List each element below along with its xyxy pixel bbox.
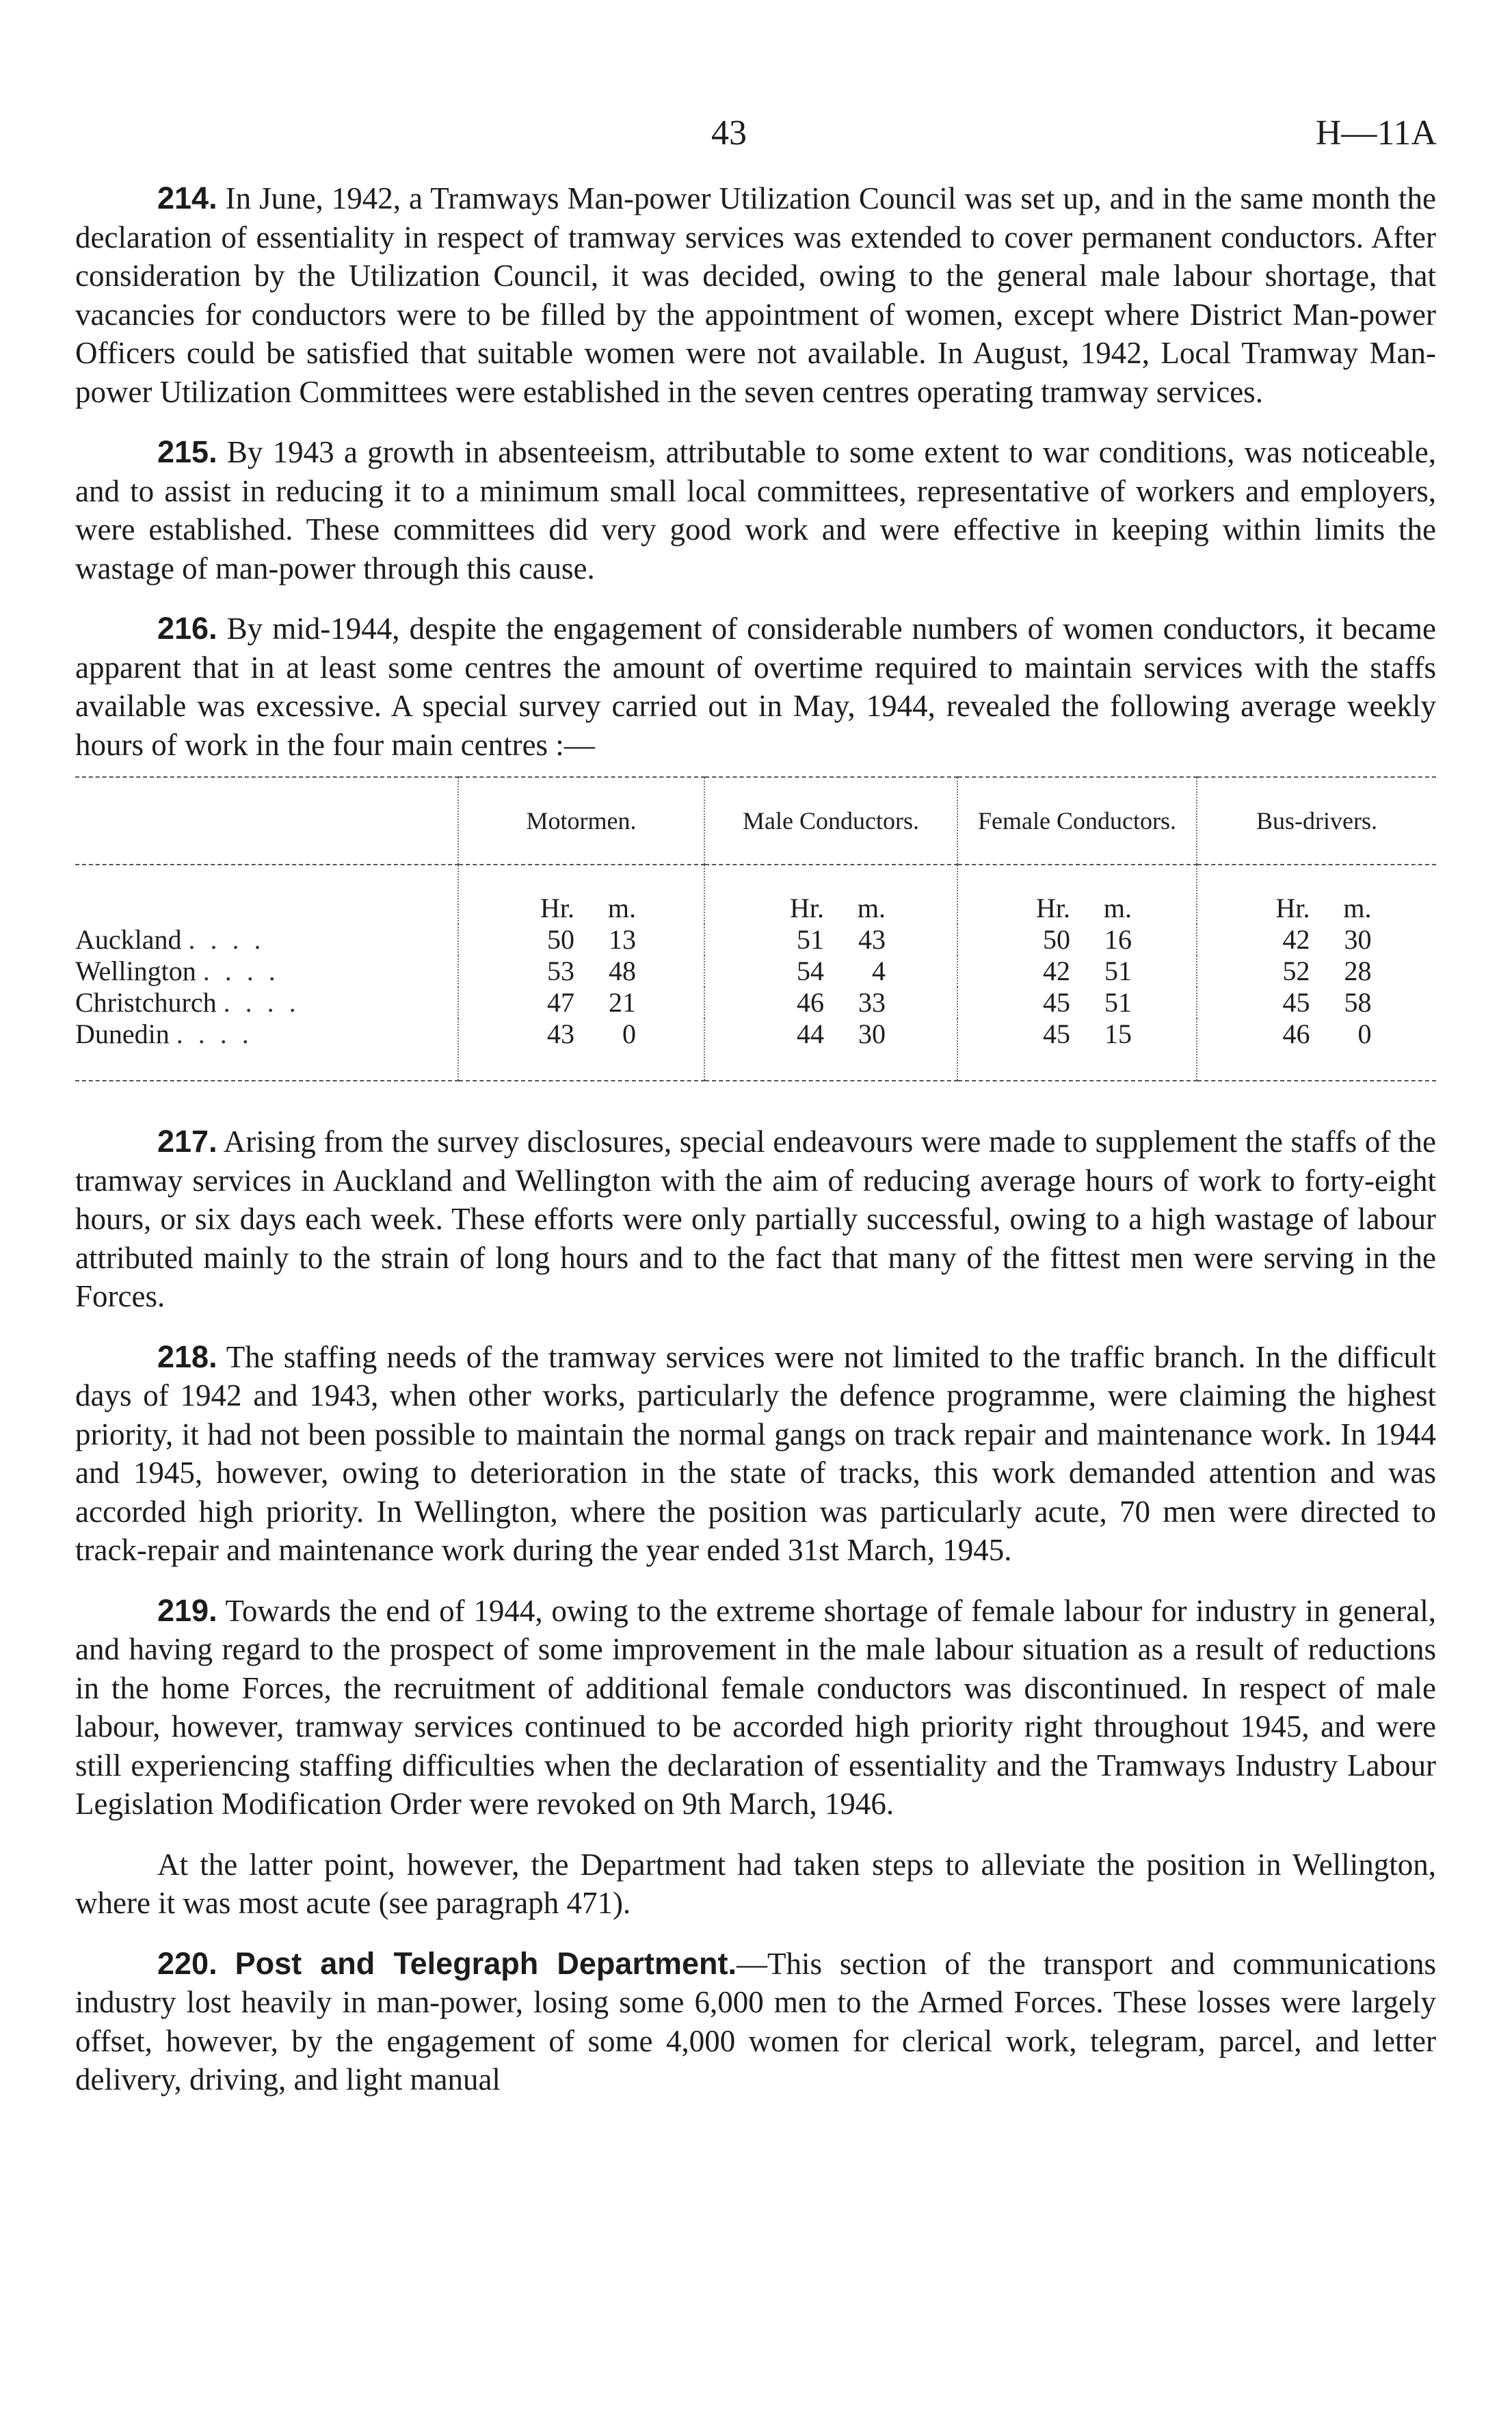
cell-minutes: 58: [1344, 987, 1372, 1018]
cell-hours: 51: [797, 924, 824, 955]
cell-hours: 45: [1043, 987, 1070, 1018]
paragraph-214: [75, 179, 1436, 411]
unit-m: m.: [1103, 893, 1132, 923]
dot-leader: . . . .: [223, 987, 300, 1018]
paragraph-text: Towards the end of 1944, owing to the extreme shortage of female labour for industry in general, and having regard to the prospect of some improvement in the male labour situation as a result of reductions in the home Forces, the recruitment of additional female conductors was discontinued. In respect of male labour, however, tramway services continued to be accorded high priority right throughout 1945, and were still experiencing staffing difficulties when the declaration of essentiality and the Tramways Industry Labour Legislation Modification Order were revoked on 9th March, 1946.: [75, 1593, 1436, 1821]
dot-leader: . . . .: [188, 924, 265, 955]
paragraph-number: 216.: [157, 611, 217, 646]
hours-table-wrapper: [75, 776, 1436, 1081]
cell-hours: 42: [1282, 924, 1310, 955]
cell-hours: 45: [1282, 987, 1310, 1018]
cell-minutes: 13: [609, 924, 636, 955]
paragraph-number: 214.: [157, 181, 217, 215]
table-header-bus-drivers: Bus-drivers.: [1197, 777, 1436, 865]
table-row: [75, 1019, 1436, 1081]
table-header-male-conductors: Male Conductors.: [704, 777, 957, 865]
cell-minutes: 30: [858, 1019, 886, 1049]
cell-minutes: 33: [858, 987, 886, 1018]
table-header-place: [75, 777, 458, 865]
cell-minutes: 28: [1344, 956, 1372, 986]
cell-minutes: 16: [1104, 924, 1132, 955]
table-header-row: [75, 777, 1436, 865]
cell-minutes: 51: [1104, 956, 1132, 986]
paragraph-219-continued: [75, 1845, 1436, 1923]
unit-hr: Hr.: [790, 893, 824, 923]
cell-hours: 45: [1043, 1019, 1070, 1049]
cell-minutes: 4: [872, 956, 886, 986]
body-text: [75, 179, 1436, 2121]
row-place: Christchurch: [75, 987, 217, 1018]
paragraph-220: [75, 1945, 1436, 2099]
paragraph-text: Arising from the survey disclosures, special endeavours were made to supplement the staffs of the tramway services in Auckland and Wellington with the aim of reducing average hours of work to forty-eight hours, or six days each week. These efforts were only partially successful, owing to a high wastage of labour attributed mainly to the strain of long hours and to the fact that many of the fittest men were serving in the Forces.: [75, 1125, 1436, 1313]
paragraph-text: By mid-1944, despite the engagement of considerable numbers of women conductors, it became apparent that in at least some centres the amount of overtime required to maintain services with the staffs available was excessive. A special survey carried out in May, 1944, revealed the following average weekly hours of work in the four main centres :—: [75, 612, 1437, 762]
paragraph-215: [75, 433, 1436, 588]
cell-hours: 50: [1043, 924, 1070, 955]
cell-hours: 43: [547, 1019, 574, 1049]
row-place: Dunedin: [75, 1019, 170, 1049]
cell-minutes: 21: [609, 987, 636, 1018]
cell-minutes: 0: [1357, 1019, 1372, 1049]
paragraph-number: 219.: [157, 1592, 217, 1628]
cell-minutes: 43: [858, 924, 886, 955]
unit-hr: Hr.: [1036, 893, 1070, 923]
row-place: Auckland: [75, 924, 182, 955]
cell-minutes: 15: [1104, 1019, 1132, 1049]
paragraph-number: 220.: [157, 1945, 217, 1981]
paragraph-text: —This section of the transport and communications industry lost heavily in man-power, losing some 6,000 men to the Armed Forces. These losses were largely offset, however, by the engagement of some 4,000 women for clerical work, telegram, parcel, and letter delivery, driving, and light manual: [75, 1946, 1437, 2097]
cell-minutes: 48: [609, 956, 636, 986]
dot-leader: . . . .: [176, 1019, 253, 1049]
dot-leader: . . . .: [202, 956, 280, 986]
table-row: [75, 956, 1436, 987]
hours-table: [75, 776, 1436, 1081]
cell-hours: 47: [547, 987, 574, 1018]
section-heading: Post and Telegraph Department.: [235, 1945, 737, 1981]
paragraph-217: [75, 1122, 1436, 1316]
table-row: [75, 924, 1436, 956]
cell-minutes: 51: [1104, 987, 1132, 1018]
paragraph-text: The staffing needs of the tramway services were not limited to the traffic branch. In the difficult days of 1942 and 1943, when other works, particularly the defence programme, were claiming the highest priority, it had not been possible to maintain the normal gangs on track repair and maintenance work. In 1944 and 1945, however, owing to deterioration in the state of tracks, this work demanded attention and was accorded high priority. In Wellington, where the position was particularly acute, 70 men were directed to track-repair and maintenance work during the year ended 31st March, 1945.: [75, 1339, 1437, 1567]
table-units-row: [75, 865, 1436, 924]
cell-minutes: 0: [622, 1019, 636, 1049]
unit-m: m.: [607, 893, 636, 923]
cell-hours: 42: [1043, 956, 1070, 986]
table-header-female-conductors: Female Conductors.: [957, 777, 1197, 865]
paragraph-text: At the latter point, however, the Department had taken steps to alleviate the position in Wellington, where it was most acute (see paragraph 471).: [75, 1847, 1436, 1920]
page-number: 43: [711, 114, 747, 153]
paragraph-number: 217.: [157, 1124, 217, 1159]
unit-m: m.: [857, 893, 886, 923]
cell-hours: 46: [1282, 1019, 1310, 1049]
cell-minutes: 30: [1344, 924, 1372, 955]
paragraph-219: [75, 1592, 1436, 1824]
cell-hours: 46: [797, 987, 824, 1018]
paragraph-number: 218.: [157, 1339, 217, 1374]
unit-hr: Hr.: [1275, 893, 1310, 923]
cell-hours: 52: [1282, 956, 1310, 986]
paragraph-number: 215.: [157, 434, 217, 469]
row-place: Wellington: [75, 956, 196, 986]
unit-m: m.: [1343, 893, 1372, 923]
unit-hr: Hr.: [540, 893, 574, 923]
cell-hours: 50: [547, 924, 574, 955]
paragraph-218: [75, 1338, 1436, 1570]
cell-hours: 53: [547, 956, 574, 986]
document-reference: H—11A: [1315, 114, 1437, 153]
table-header-motormen: Motormen.: [458, 777, 704, 865]
paragraph-text: In June, 1942, a Tramways Man-power Utilization Council was set up, and in the same month the declaration of essentiality in respect of tramway services was extended to cover permanent conductors. After consideration by the Utilization Council, it was decided, owing to the general male labour shortage, that vacancies for conductors were to be filled by the appointment of women, except where District Man-power Officers could be satisfied that suitable women were not available. In August, 1942, Local Tramway Man-power Utilization Committees were established in the seven centres operating tramway services.: [75, 181, 1436, 409]
cell-hours: 54: [797, 956, 824, 986]
cell-hours: 44: [797, 1019, 824, 1049]
paragraph-216: [75, 609, 1436, 764]
table-row: [75, 987, 1436, 1019]
paragraph-text: By 1943 a growth in absenteeism, attributable to some extent to war conditions, was noticeable, and to assist in reducing it to a minimum small local committees, representative of workers and employers, were established. These committees did very good work and were effective in keeping within limits the wastage of man-power through this cause.: [75, 435, 1437, 586]
